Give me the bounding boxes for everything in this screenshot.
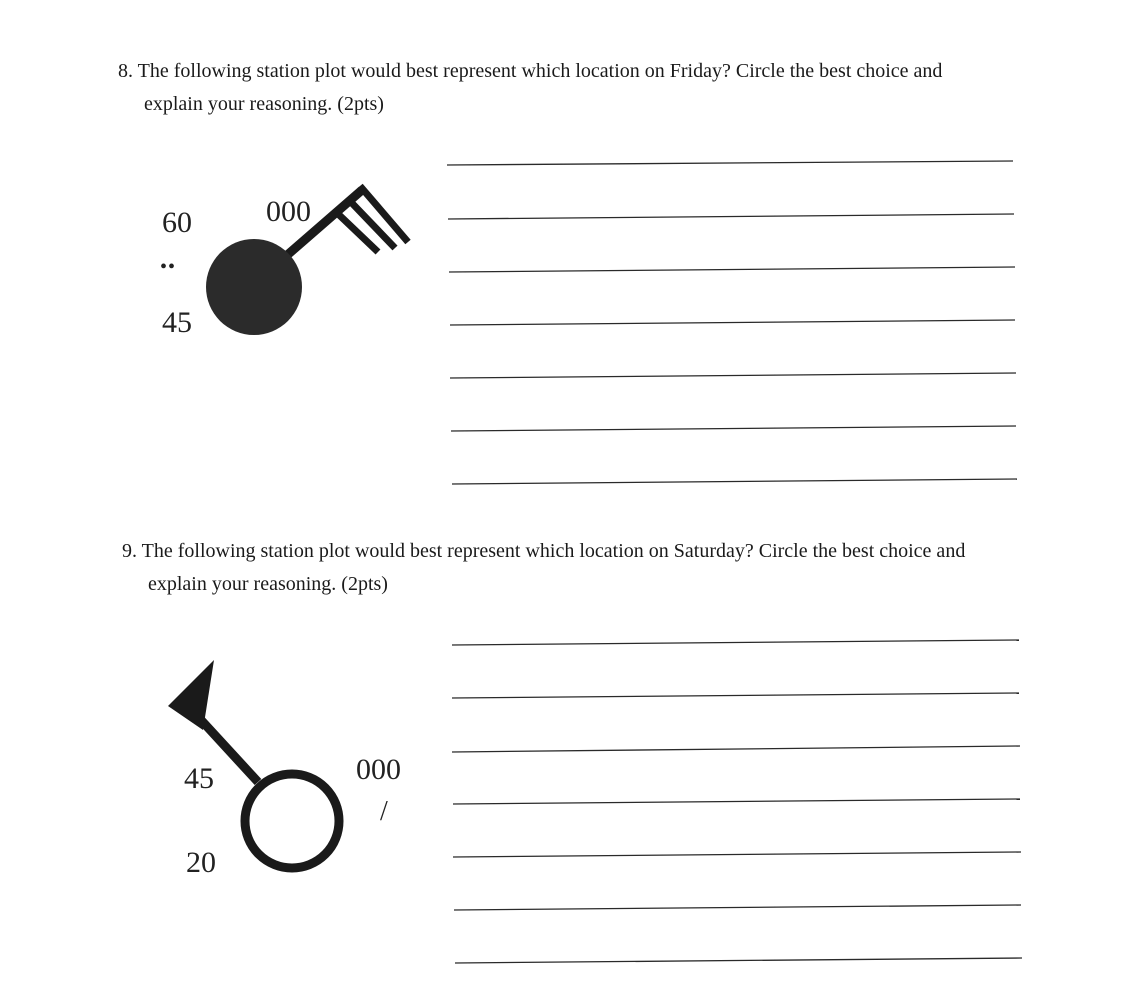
plot-9-temperature: 45: [184, 762, 214, 795]
plot-9-dewpoint: 20: [186, 846, 216, 879]
plot-8-dewpoint: 45: [162, 306, 192, 339]
question-8-prompt: The following station plot would best represent which location on Friday? Circle the best choice and: [137, 60, 943, 82]
question-9-number: 9.: [122, 540, 137, 562]
sky-cover-clear-circle: [245, 774, 339, 868]
wind-pennant-icon: [168, 660, 214, 730]
plot-8-weather-symbol: ••: [160, 256, 177, 278]
plot-8-pressure: 000: [266, 195, 311, 228]
plot-9-pressure-tendency: /: [380, 796, 388, 827]
plot-8-temperature: 60: [162, 206, 192, 239]
question-9-text-line2: explain your reasoning. (2pts): [148, 573, 388, 595]
plot-9-pressure: 000: [356, 753, 401, 786]
question-9-prompt: The following station plot would best represent which location on Saturday? Circle the best choice and: [141, 540, 966, 562]
question-8-number: 8.: [118, 60, 133, 82]
question-8-text-line2: explain your reasoning. (2pts): [144, 93, 384, 115]
